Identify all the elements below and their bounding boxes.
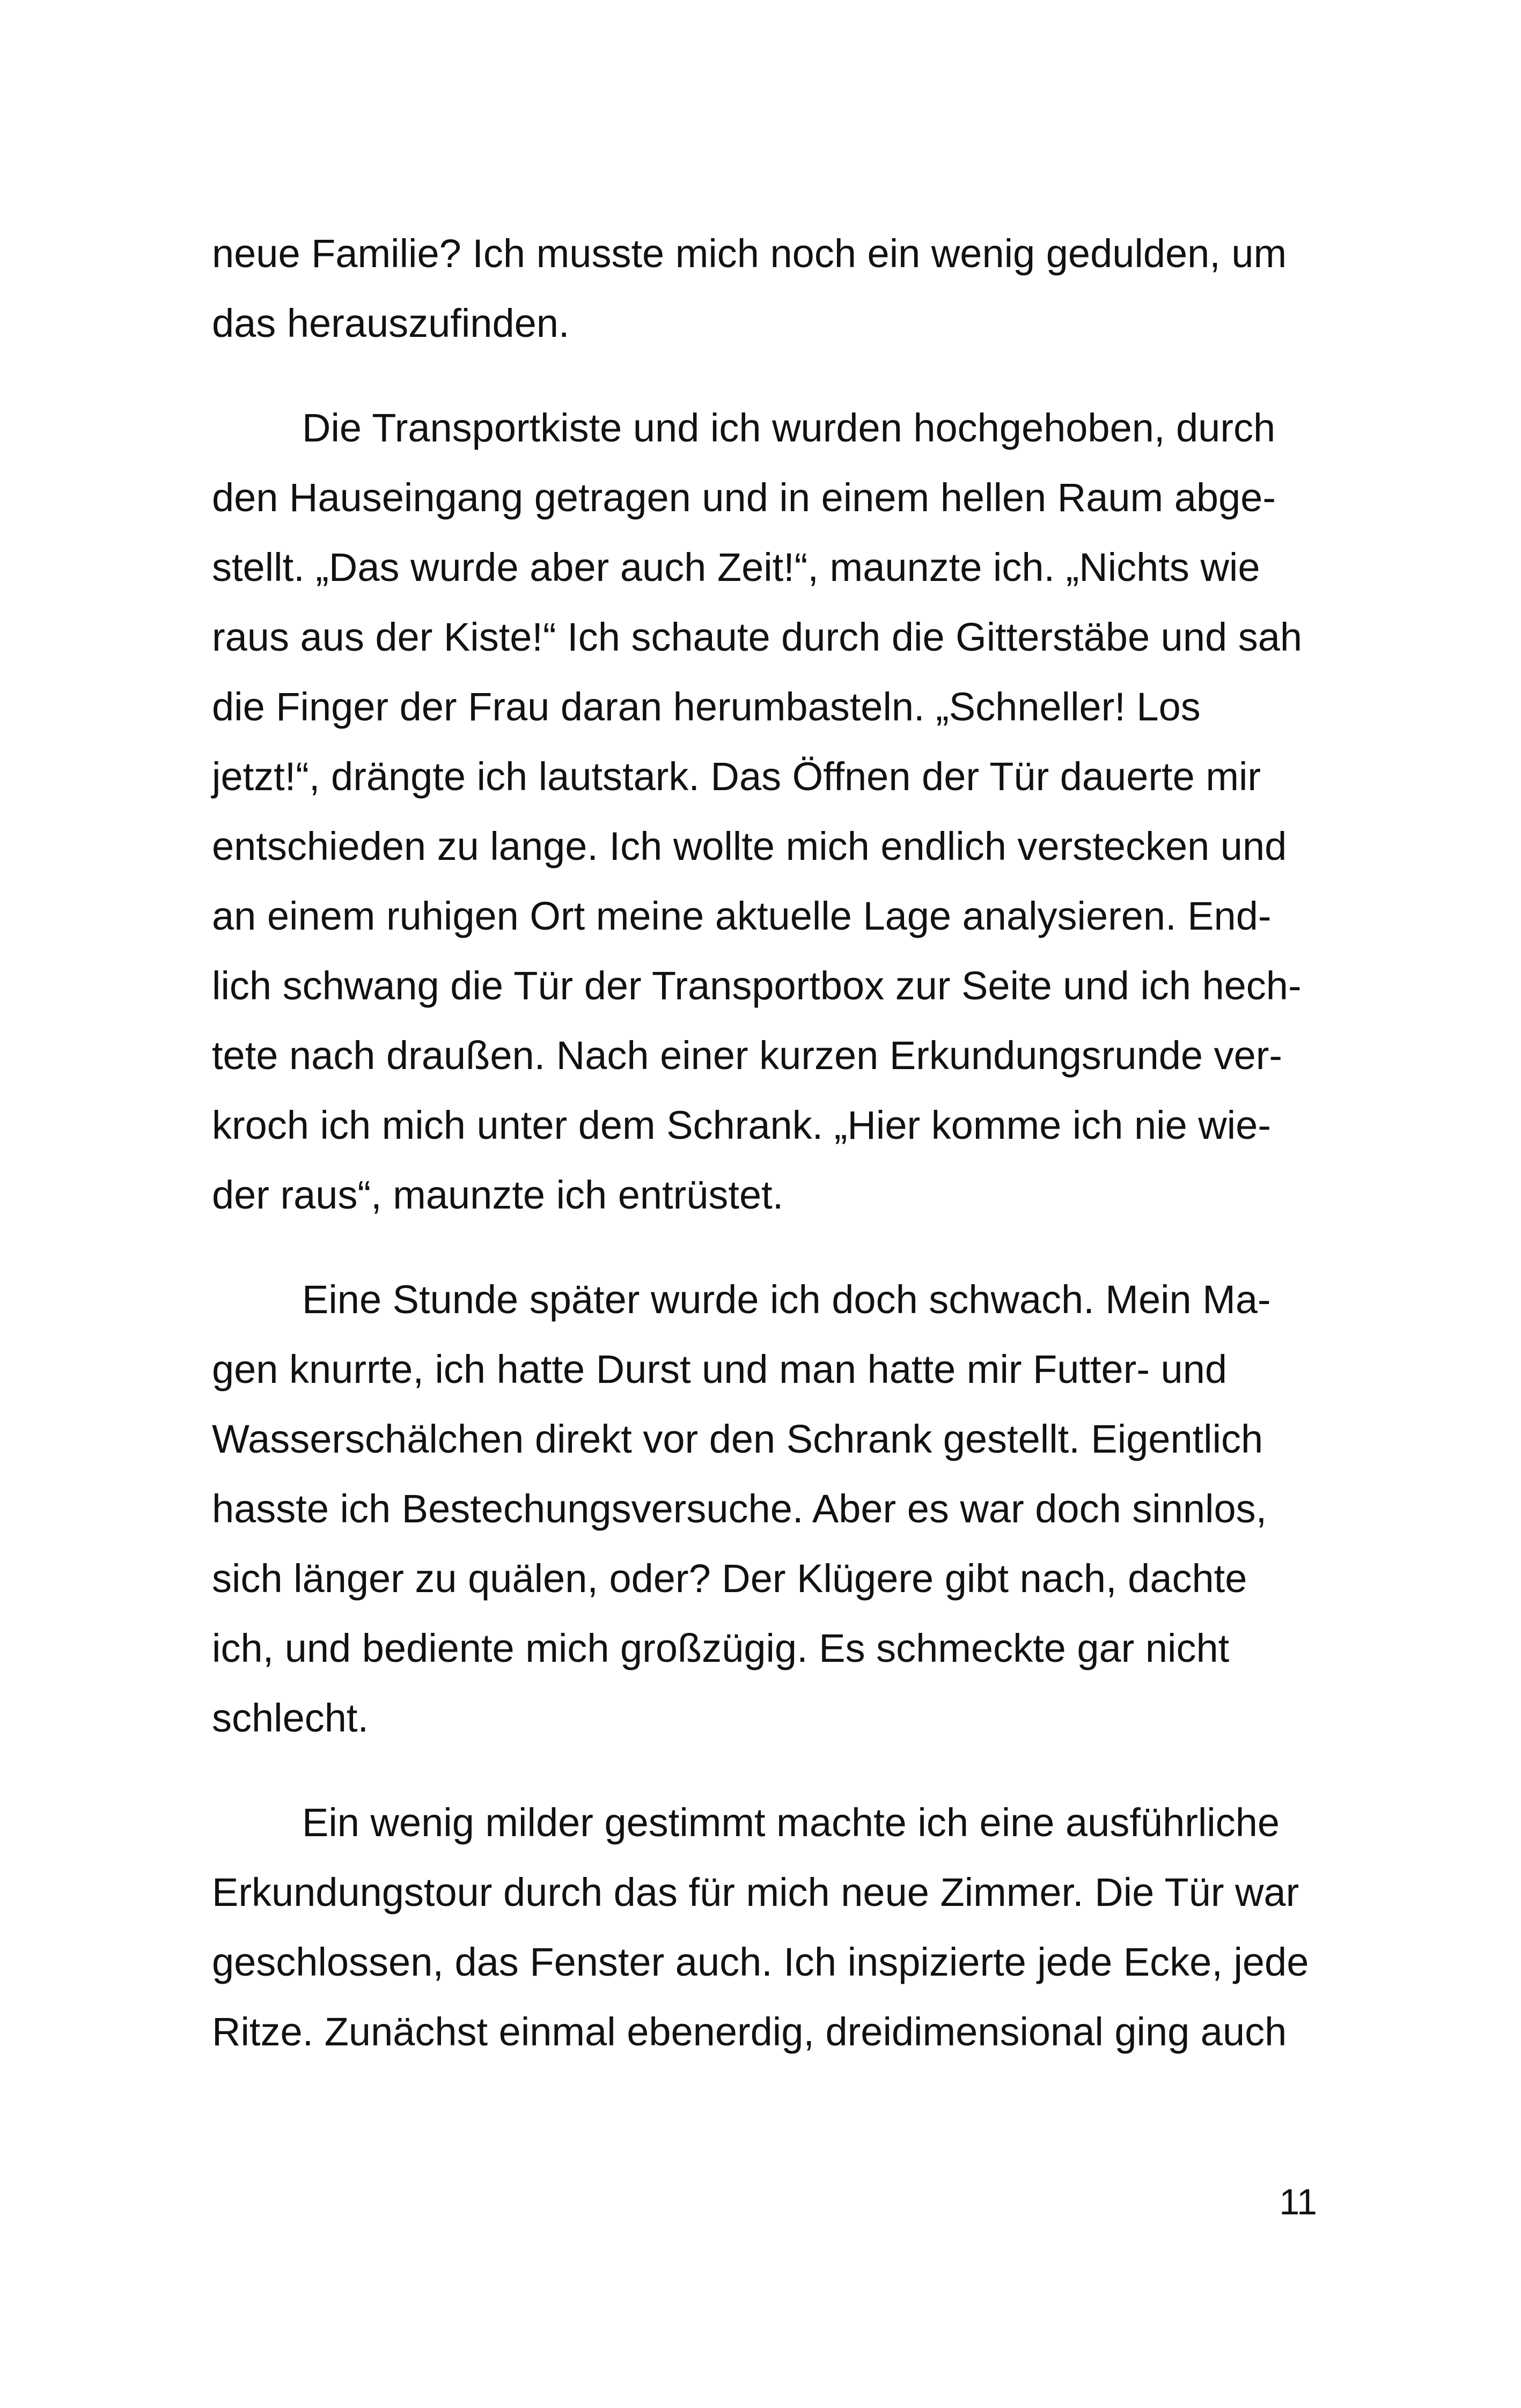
text-line: neue Familie? Ich musste mich noch ein wenig gedulden, um	[212, 231, 1287, 276]
body-text	[212, 219, 1317, 2067]
text-line: an einem ruhigen Ort meine aktuelle Lage analysieren. End-	[212, 894, 1272, 938]
text-line: ich, und bediente mich großzügig. Es schmeckte gar nicht	[212, 1626, 1230, 1670]
text-line: raus aus der Kiste!“ Ich schaute durch die Gitterstäbe und sah	[212, 615, 1303, 659]
text-line: schlecht.	[212, 1696, 369, 1740]
page-number: 11	[1279, 2182, 1317, 2222]
text-line: geschlossen, das Fenster auch. Ich inspizierte jede Ecke, jede	[212, 1940, 1309, 1984]
text-line: das herauszufinden.	[212, 301, 570, 345]
paragraph-gap	[212, 1230, 1317, 1265]
text-line: stellt. „Das wurde aber auch Zeit!“, maunzte ich. „Nichts wie	[212, 545, 1260, 590]
text-line: Erkundungstour durch das für mich neue Zimmer. Die Tür war	[212, 1870, 1299, 1914]
text-line: Die Transportkiste und ich wurden hochgehoben, durch	[302, 406, 1276, 450]
text-line: die Finger der Frau daran herumbasteln. „Schneller! Los	[212, 684, 1201, 729]
paragraph	[212, 1265, 1317, 1753]
paragraph	[212, 393, 1317, 1230]
text-line: Eine Stunde später wurde ich doch schwach. Mein Ma-	[302, 1277, 1271, 1322]
text-line: hasste ich Bestechungsversuche. Aber es war doch sinnlos,	[212, 1486, 1267, 1531]
paragraph	[212, 1788, 1317, 2067]
text-line: der raus“, maunzte ich entrüstet.	[212, 1173, 784, 1217]
text-line: Ein wenig milder gestimmt machte ich eine ausführliche	[302, 1800, 1280, 1845]
text-line: entschieden zu lange. Ich wollte mich endlich verstecken und	[212, 824, 1287, 868]
text-line: Wasserschälchen direkt vor den Schrank gestellt. Eigentlich	[212, 1417, 1263, 1461]
text-line: kroch ich mich unter dem Schrank. „Hier komme ich nie wie-	[212, 1103, 1271, 1147]
text-line: jetzt!“, drängte ich lautstark. Das Öffnen der Tür dauerte mir	[212, 754, 1261, 799]
paragraph-gap	[212, 1753, 1317, 1788]
text-line: Ritze. Zunächst einmal ebenerdig, dreidimensional ging auch	[212, 2009, 1287, 2054]
text-line: den Hauseingang getragen und in einem hellen Raum abge-	[212, 475, 1276, 520]
paragraph-gap	[212, 358, 1317, 393]
text-line: gen knurrte, ich hatte Durst und man hatte mir Futter- und	[212, 1347, 1228, 1391]
text-line: tete nach draußen. Nach einer kurzen Erkundungsrunde ver-	[212, 1033, 1283, 1078]
paragraph	[212, 219, 1317, 358]
text-line: sich länger zu quälen, oder? Der Klügere gibt nach, dachte	[212, 1556, 1247, 1601]
text-line: lich schwang die Tür der Transportbox zur Seite und ich hech-	[212, 963, 1302, 1008]
